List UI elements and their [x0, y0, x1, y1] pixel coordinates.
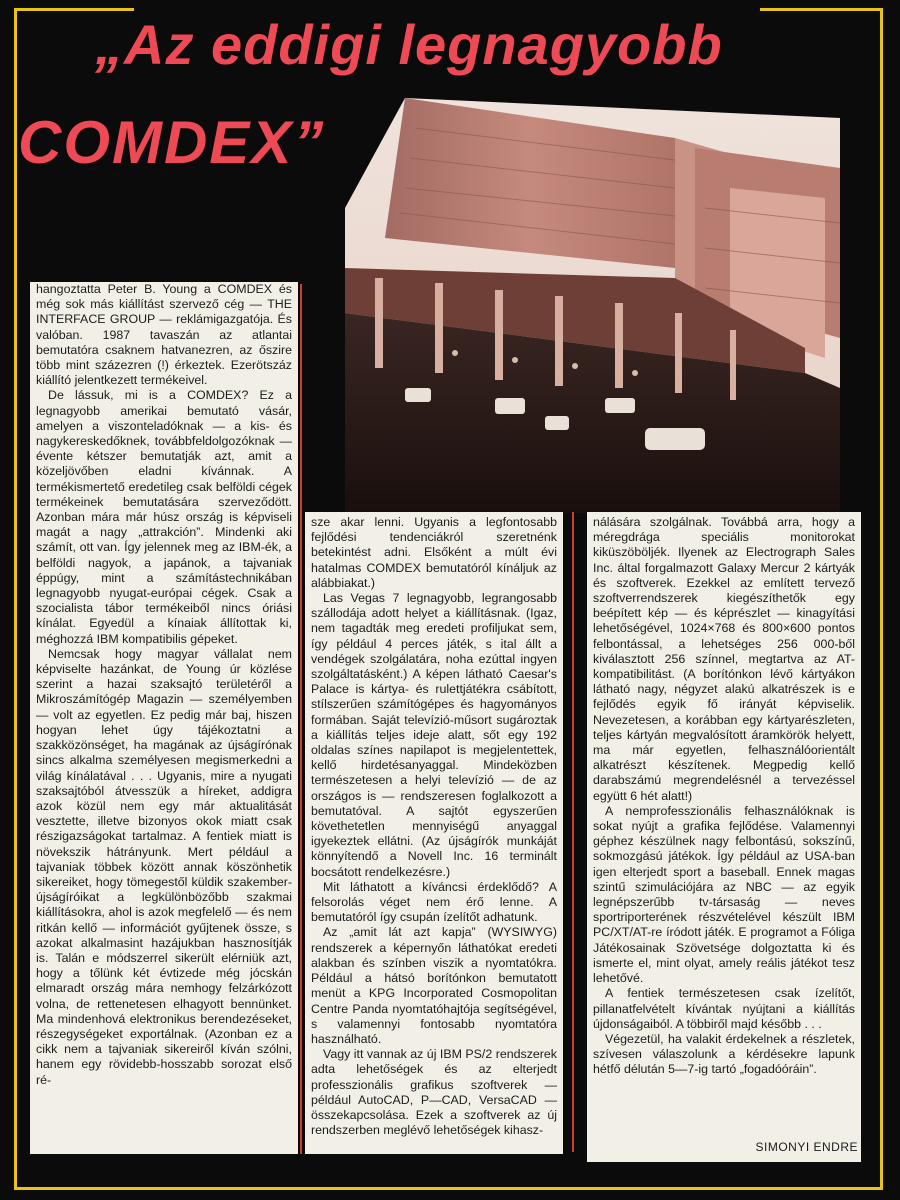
column-divider: [572, 512, 574, 1152]
headline-line-1: „Az eddigi legnagyobb: [95, 13, 723, 76]
paragraph: De lássuk, mi is a COMDEX? Ez a legnagyobb amerikai bemutató vásár, amelyen a viszonteladóknak — a kis- és nagykereskedőknek, továbbfeldolgozóknak — évente kétszer bemutatják azt, amit a közeljövőben eladni kívánnak. A termékismertető eredetileg csak belföldi cégek termékeinek bemutatására szerveződött. Azonban mára már húsz ország is képviseli magát a nagy „attrakción”. Mindenki aki számít, ott van. Így jelennek meg az IBM-ék, a belföldi nagyok, a japánok, a tajvaniak éppúgy, mint a számítástechnikában legnagyobb nyugat-európai cégek. Csak a szocialista tábor termékeiből nincs óriási kínálat. Egyedül a kínaiak állítottak ki, méghozzá IBM kompatibilis gépeket.: [36, 388, 292, 646]
paragraph: Vagy itt vannak az új IBM PS/2 rendszerek adta lehetőségek és az elterjedt professzionális grafikus szoftverek — például AutoCAD, P—CAD, VersaCAD — összekapcsolása. Ezek a szoftverek az új rendszerben meglévő lehetőségek kihasz-: [311, 1047, 557, 1138]
text-column-1: [30, 282, 298, 1154]
paragraph: hangoztatta Peter B. Young a COMDEX és még sok más kiállítást szervező cég — THE INTERFACE GROUP — reklámigazgatója. És valóban. 1987 tavaszán az atlantai bemutatóra csaknem hatvanezren, az őszire több mint százezren (!) érkeztek. Ezerötszáz kiállító jelentkezett termékeivel.: [36, 282, 292, 388]
paragraph: nálására szolgálnak. Továbbá arra, hogy a méregdrága speciális monitorokat kiküszöböljék. Ilyenek az Electrograph Sales Inc. által forgalmazott Galaxy Mercur 2 kártyák és szoftverek. Ezekkel az említett tervező szoftverrendszerek kiegészíthetők egy beépített kép — és képrészlet — kinagyítási lehetőségével, 1024×768 és 800×600 pontos felbontással, a lehetséges 256 000-ből kiválasztott 256 színnel, megtartva az AT-kompatibilitást. (A borítónkon lévő kártyákon látható nagy, négyzet alakú alkatrészek is e fejlődés egyik fő irányát képviselik. Nevezetesen, a korábban egy kártyarészleten, teljes kártyán megvalósított áramkörök helyett, ma már egyetlen, felhasználóorientált alkatrészt készítenek. Megpedig kellő darabszámú megrendelésnél a tervezéssel együtt 6 hét alatt!): [593, 515, 855, 803]
frame-right-line: [880, 8, 883, 1190]
paragraph: A fentiek természetesen csak ízelítőt, pillanatfelvételt kívántak nyújtani a kiállítás újdonságaiból. A többiről majd később . . .: [593, 986, 855, 1031]
text-column-3: [587, 512, 861, 1162]
paragraph: Az „amit lát azt kapja” (WYSIWYG) rendszerek a képernyőn láthatókat eredeti alakban és színben viszik a nyomtatókra. Például a hátsó borítónkon bemutatott menüt a KPG Incorporated Cosmopolitan Centre Panda nyomtatóhajtója segítségével, s valamennyi fontosabb nyomtatóra használható.: [311, 925, 557, 1046]
text-column-2: [305, 512, 563, 1154]
hotel-photo: [345, 98, 840, 513]
frame-left-line: [14, 8, 17, 1190]
paragraph: Végezetül, ha valakit érdekelnek a részletek, szívesen válaszolunk a kérdésekre lapunk hétfő délután 5—7-ig tartó „fogadóóráin”.: [593, 1031, 855, 1077]
paragraph: Las Vegas 7 legnagyobb, legrangosabb szállodája adott helyet a kiállításnak. (Igaz, nem tagadták meg eredeti profiljukat sem, így például 4 perces játék, s ital állt a vendégek szolgálatára, noha ezúttal ingyen szolgáltatásként.) A képen látható Caesar's Palace is kártya- és rulettjátékra csábított, stílszerűen számítógépes és hagyományos formában. Saját televízió-műsort sugároztak a kiállítás teljes ideje alatt, sőt egy 192 oldalas színes napilapot is megjelentettek, kellő hirdetésanyaggal. Mindeközben természetesen a helyi televízió — de az országos is — rendszeresen foglalkozott a bemutatóval. A sajtót egyszerűen követhetetlen mennyiségű anyaggal igyekeztek ellátni. (Az újságírók munkáját könnyítendő a Novell Inc. 16 terminált bocsátott rendelkezésre.): [311, 591, 557, 879]
frame-top-right-line: [760, 8, 883, 11]
paragraph: sze akar lenni. Ugyanis a legfontosabb fejlődési tendenciákról szeretnénk betekintést adni. Elsőként a múlt évi hatalmas COMDEX bemutatóról kínáljuk az alábbiakat.): [311, 515, 557, 590]
column-divider: [300, 284, 302, 1154]
paragraph: Nemcsak hogy magyar vállalat nem képviselte hazánkat, de Young úr közlése szerint a hazai szaksajtó területéről a Mikroszámítógép Magazin — személyemben — volt az egyetlen. Ez pedig már baj, hiszen hogyan lehet úgy tájékoztatni a szakközönséget, ha magának az újságírónak sincs alkalma személyesen megismerkedni a világ kínálatával . . . Ugyanis, mire a nyugati szaksajtóból átvesszük a híreket, addigra azok közül nem egy már aktualitását vesztette, illetve bizonyos okok miatt csak részigazságokat tartalmaz. A fentiek miatt is növekszik hátrányunk. Mert például a tajvaniak többek között annak köszönhetik sikereiket, hogy tömegestől küldik szakember-újságíróikat a legkülönbözőbb szakmai kiállításokra, ahol is azok megfelelő — és nem ritkán kellő — információt gyűjtenek össze, s azokat alkalmasint hazájukban hasznosítják is. Talán e módszerrel sikerült elérniük azt, hogy a tőlünk két évtizede még jócskán elmaradt ország mára nemhogy felzárkózott volna, de rettenetesen elhagyott bennünket. Ma mindenhová elektronikus berendezéseket, részegységeket exportálnak. (Azonban ez a cikk nem a tajvaniak sikereiről kíván szólni, hanem egy rövidebb-hosszabb sorozat első ré-: [36, 646, 292, 1087]
headline-line-2: COMDEX”: [18, 109, 326, 176]
frame-bottom-line: [14, 1187, 883, 1190]
frame-top-left-line: [14, 8, 134, 11]
paragraph: Mit láthatott a kíváncsi érdeklődő? A felsorolás véget nem érő lenne. A bemutatóról így csupán ízelítőt adhatunk.: [311, 879, 557, 925]
paragraph: A nemprofesszionális felhasználóknak is sokat nyújt a grafika fejlődése. Valamennyi géphez készülnek nagy felbontású, sokszínű, sokmozgású játékok. Így például az USA-ban igen elterjedt sport a baseball. Ennek magas szintű szimulációjára az NBC — az egyik legnépszerűbb tv-társaság — neves sportriporterének részvételével készült IBM PC/XT/AT-re íródott játék. E programot a Fóliga Játékosainak Szövetsége dolgoztatta ki és ismerte el, mint olyat, amely reális játékot tesz lehetővé.: [593, 803, 855, 986]
author-signature: SIMONYI ENDRE: [755, 1140, 858, 1154]
